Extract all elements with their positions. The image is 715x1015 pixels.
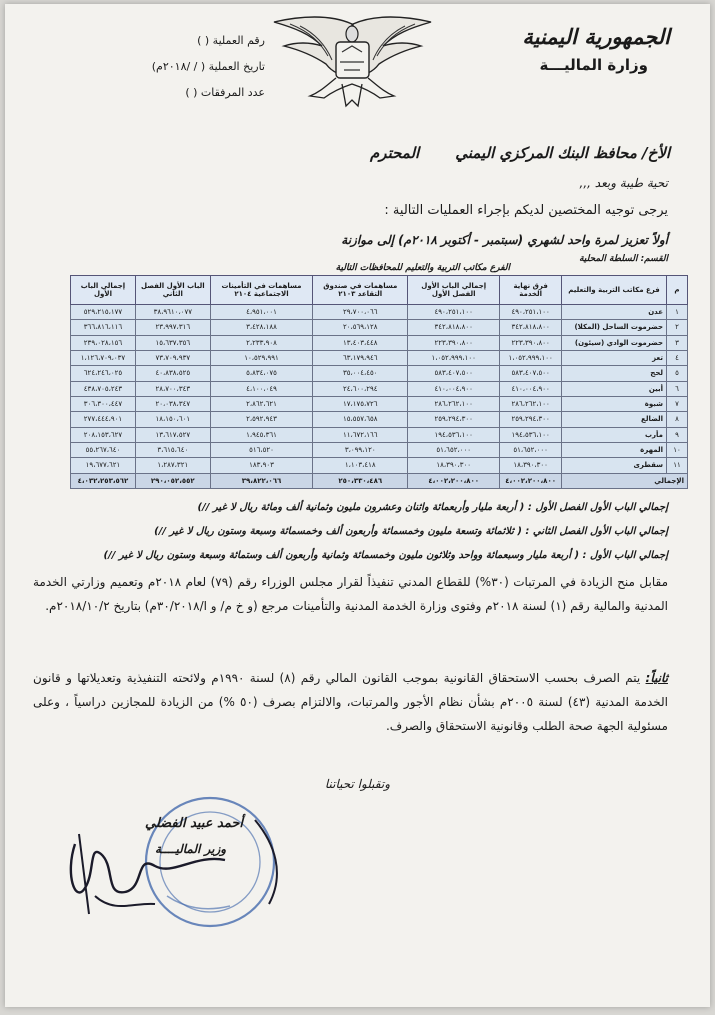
total-value: ٢٩٠،٠٥٢،٥٥٢ <box>135 473 210 488</box>
row-value: ٣٤٢،٨١٨،٨٠٠ <box>408 320 500 335</box>
row-value: ٢٧٧،٤٤٤،٩٠١ <box>71 412 136 427</box>
row-value: ٤٩٠،٢٥١،١٠٠ <box>408 305 500 320</box>
section-label: القسم: السلطة المحلية <box>579 254 668 264</box>
row-governorate: حضرموت الساحل (المكلا) <box>562 320 667 335</box>
row-value: ٢٣،٩٩٧،٣١٦ <box>135 320 210 335</box>
col-header: فرع مكاتب التربية والتعليم <box>562 276 667 305</box>
table-row <box>71 442 688 457</box>
row-value: ٥،٨٣٤،٠٧٥ <box>210 366 313 381</box>
row-governorate: الضالع <box>562 412 667 427</box>
col-header: مساهمات في التأمينات الاجتماعية ٢١٠٤ <box>210 276 313 305</box>
total-value: ٤،٠٠٢،٢٠٠،٨٠٠ <box>500 473 562 488</box>
document-page <box>5 4 710 1007</box>
row-value: ٤٠،٨٣٨،٥٢٥ <box>135 366 210 381</box>
row-value: ٢٨٦،٢٦٢،١٠٠ <box>500 396 562 411</box>
row-value: ٤٩٠،٢٥١،١٠٠ <box>500 305 562 320</box>
row-value: ٢٠،٠٣٨،٣٤٧ <box>135 396 210 411</box>
row-value: ١،١٠٣،٤١٨ <box>313 458 408 473</box>
total-value: ٤،٠٠٢،٢٠٠،٨٠٠ <box>408 473 500 488</box>
row-value: ١٣،٦١٧،٥٢٧ <box>135 427 210 442</box>
row-value: ٢٥٩،٢٩٤،٣٠٠ <box>500 412 562 427</box>
row-governorate: أبين <box>562 381 667 396</box>
paragraph-two-text: يتم الصرف بحسب الاستحقاق القانونية بموجب القانون المالي رقم (٨) لسنة ١٩٩٠م ولائحته التنفيذية وتعديلاتها و قانون الخدمة المدنية (٤٣) لسنة ٢٠٠٥م بشأن نظام الأجور والمرتبات، والالتزام بصرف (٥٠ %) من الزيادة للمجازين دراسياً ، وعلى مسئولية الجهة صحة الطلب وقانونية الاستحقاق والصرف. <box>33 671 668 733</box>
row-number: ٢ <box>667 320 688 335</box>
row-number: ٧ <box>667 396 688 411</box>
table-row <box>71 366 688 381</box>
total-value: ٤،٠٣٢،٢٥٣،٥٦٢ <box>71 473 136 488</box>
closing: وتقبلوا تحياتنا <box>324 777 390 791</box>
allocation-table <box>70 275 688 489</box>
row-value: ٤٣٨،٧٠٥،٢٤٣ <box>71 381 136 396</box>
second-label: ثانياً: <box>645 671 668 685</box>
row-value: ٤،١٠٠،٠٤٩ <box>210 381 313 396</box>
ref-date: تاريخ العملية ( / /٢٠١٨م) <box>151 60 265 73</box>
row-value: ٥٨٣،٤٠٧،٥٠٠ <box>500 366 562 381</box>
table-title: الفرع مكاتب التربية والتعليم للمحافظات التالية <box>335 263 510 273</box>
table-header-row <box>71 276 688 305</box>
row-value: ٥٥،٢٦٧،٦٤٠ <box>71 442 136 457</box>
row-value: ٢٨٦،٢٦٢،١٠٠ <box>408 396 500 411</box>
row-value: ٣٥،٠٠٤،٤٥٠ <box>313 366 408 381</box>
col-header: مساهمات في صندوق التقاعد ٢١٠٣ <box>313 276 408 305</box>
row-value: ٤١٠،٠٠٤،٩٠٠ <box>408 381 500 396</box>
row-value: ٣٨،٩٦١٠،٠٧٧ <box>135 305 210 320</box>
total-line: إجمالي الباب الأول : ( أربعة مليار وسبعمائة وواحد وثلاثون مليون وخمسمائة وثمانية وأربعون ألف وستمائة وسبعة وستون ريال لا غير //) <box>103 550 668 561</box>
addressee-honorific: المحترم <box>370 144 420 162</box>
row-number: ٣ <box>667 335 688 350</box>
row-value: ٢٩،٧٠٠،٠٦٦ <box>313 305 408 320</box>
row-value: ٣،٦١٥،٦٤٠ <box>135 442 210 457</box>
row-value: ٢،٨٦٢،٦٢١ <box>210 396 313 411</box>
row-governorate: مأرب <box>562 427 667 442</box>
row-value: ٥١٦،٥٢٠ <box>210 442 313 457</box>
signatory-title: وزير الماليــــة <box>155 842 227 856</box>
row-value: ١،٠٥٢،٩٩٩،١٠٠ <box>408 350 500 365</box>
republic-name: الجمهورية اليمنية <box>522 24 670 49</box>
row-value: ٦٣،١٧٩،٩٤٦ <box>313 350 408 365</box>
col-header: فرق نهاية الخدمة <box>500 276 562 305</box>
addressee-to: الأخ/ محافظ البنك المركزي اليمني <box>455 144 670 162</box>
row-value: ١٣،٤٠٣،٤٤٨ <box>313 335 408 350</box>
row-number: ٩ <box>667 427 688 442</box>
row-value: ٥٨٣،٤٠٧،٥٠٠ <box>408 366 500 381</box>
col-header: إجمالي الباب الأول الفصل الأول <box>408 276 500 305</box>
table-row <box>71 350 688 365</box>
col-header: م <box>667 276 688 305</box>
greeting: تحية طيبة وبعد ,,, <box>579 176 668 190</box>
row-governorate: عدن <box>562 305 667 320</box>
row-value: ٢٨،٧٠٠،٣٤٣ <box>135 381 210 396</box>
table-row <box>71 412 688 427</box>
row-value: ١٧،١٧٥،٧٢٦ <box>313 396 408 411</box>
table-row <box>71 305 688 320</box>
row-value: ١٨٣،٩٠٣ <box>210 458 313 473</box>
row-value: ١،٠٥٢،٩٩٩،١٠٠ <box>500 350 562 365</box>
row-number: ٤ <box>667 350 688 365</box>
row-governorate: تعز <box>562 350 667 365</box>
row-number: ١ <box>667 305 688 320</box>
letterhead-left <box>115 28 265 106</box>
row-value: ٢٤،٦٠٠،٢٩٤ <box>313 381 408 396</box>
row-value: ٣٠٦،٣٠٠،٤٤٧ <box>71 396 136 411</box>
row-value: ٢٠٨،١٥٣،٦٢٧ <box>71 427 136 442</box>
ref-number: رقم العملية ( ) <box>197 34 265 47</box>
signatory-name: أحمد عبيد الفضلي <box>145 816 244 831</box>
eagle-emblem-icon <box>270 12 435 112</box>
row-number: ١١ <box>667 458 688 473</box>
row-governorate: سقطرى <box>562 458 667 473</box>
row-value: ٤١٠،٠٠٤،٩٠٠ <box>500 381 562 396</box>
row-value: ١٨،٣٩٠،٣٠٠ <box>500 458 562 473</box>
row-value: ٥١،٦٥٢،٠٠٠ <box>500 442 562 457</box>
row-value: ٣،٠٩٩،١٢٠ <box>313 442 408 457</box>
row-value: ٤،٩٥١،٠٠١ <box>210 305 313 320</box>
table-row <box>71 381 688 396</box>
row-governorate: لحج <box>562 366 667 381</box>
row-value: ١،٩٤٥،٣٦١ <box>210 427 313 442</box>
row-value: ٧٣،٧٠٩،٩٣٧ <box>135 350 210 365</box>
row-value: ١١،٦٧٢،١٦٦ <box>313 427 408 442</box>
row-number: ١٠ <box>667 442 688 457</box>
total-value: ٢٥٠،٣٣٠،٤٨٦ <box>313 473 408 488</box>
row-governorate: المهرة <box>562 442 667 457</box>
row-number: ٦ <box>667 381 688 396</box>
ministry-name: وزارة الماليـــة <box>539 56 648 74</box>
paragraph-one: مقابل منح الزيادة في المرتبات (٣٠%) للقطاع المدني تنفيذاً لقرار مجلس الوزراء رقم (٧٩) لعام ٢٠١٨م وتعميم وزارتي الخدمة المدنية والمالية رقم (١) لسنة ٢٠١٨م وفتوى وزارة الخدمة المدنية والتأمينات مرجع (و خ م/ و ا/٣٠/٢٠١٨م) بتاريخ ٢٠١٨/١٠/٢م. <box>33 575 668 613</box>
row-value: ١٥،٦٣٧،٣٥٦ <box>135 335 210 350</box>
row-value: ١،٢٨٧،٣٢١ <box>135 458 210 473</box>
row-value: ٣٦٦،٨١٦،١١٦ <box>71 320 136 335</box>
table-row <box>71 427 688 442</box>
row-value: ٢،٢٣٣،٩٠٨ <box>210 335 313 350</box>
row-value: ١٨،٣٩٠،٣٠٠ <box>408 458 500 473</box>
paragraph-two <box>33 666 668 738</box>
col-header: الباب الأول الفصل الثاني <box>135 276 210 305</box>
letterhead-right <box>480 24 670 74</box>
addressee <box>50 144 670 162</box>
row-number: ٥ <box>667 366 688 381</box>
row-value: ٢٢٣،٣٩٠،٨٠٠ <box>500 335 562 350</box>
row-value: ٦٢٤،٢٤٦،٠٢٥ <box>71 366 136 381</box>
total-line: إجمالي الباب الأول الفصل الثاني : ( ثلاثمائة وتسعة مليون وخمسمائة وأربعون ألف وخمسمائة وسبعة وستون ريال لا غير //) <box>154 526 668 537</box>
attachments-count: عدد المرفقات ( ) <box>185 86 265 99</box>
total-label: الإجمالي <box>562 473 688 488</box>
row-value: ٣٤٢،٨١٨،٨٠٠ <box>500 320 562 335</box>
totals-text <box>28 496 668 568</box>
total-value: ٣٩،٨٢٢،٠٦٦ <box>210 473 313 488</box>
row-value: ٥٢٩،٢١٥،١٧٧ <box>71 305 136 320</box>
table-row <box>71 396 688 411</box>
request-line: يرجى توجيه المختصين لديكم بإجراء العمليات التالية : <box>384 203 668 218</box>
signature-stamp-icon <box>55 784 295 934</box>
row-value: ١٩٤،٥٣٦،١٠٠ <box>500 427 562 442</box>
row-value: ٢٥٩،٢٩٤،٣٠٠ <box>408 412 500 427</box>
table-row <box>71 320 688 335</box>
row-value: ١،١٢٦،٧٠٩،٠٣٧ <box>71 350 136 365</box>
table-row <box>71 335 688 350</box>
row-number: ٨ <box>667 412 688 427</box>
first-item: أولاً تعزيز لمرة واحد لشهري (سبتمبر - أكتوبر ٢٠١٨م) إلى موازنة <box>341 233 668 247</box>
table-total-row <box>71 473 688 488</box>
total-line: إجمالي الباب الأول الفصل الأول : ( أربعة مليار وأربعمائة واثنان وعشرون مليون وثمانية ألف ومائة ريال لا غير //) <box>197 502 668 513</box>
row-value: ١٠،٥٢٩،٩٩١ <box>210 350 313 365</box>
row-governorate: شبوة <box>562 396 667 411</box>
row-value: ٢،٥٩٢،٩٤٣ <box>210 412 313 427</box>
row-value: ٢٣٩،٠٢٨،١٥٦ <box>71 335 136 350</box>
col-header: إجمالي الباب الأول <box>71 276 136 305</box>
row-value: ١٩،٦٧٧،٦٢١ <box>71 458 136 473</box>
row-value: ١٩٤،٥٣٦،١٠٠ <box>408 427 500 442</box>
row-value: ٥١،٦٥٢،٠٠٠ <box>408 442 500 457</box>
row-governorate: حضرموت الوادي (سيئون) <box>562 335 667 350</box>
row-value: ٢٢٣،٣٩٠،٨٠٠ <box>408 335 500 350</box>
row-value: ٢٠،٥٦٩،١٢٨ <box>313 320 408 335</box>
table-row <box>71 458 688 473</box>
row-value: ٣،٤٢٨،١٨٨ <box>210 320 313 335</box>
row-value: ١٥،٥٥٧،٦٥٨ <box>313 412 408 427</box>
row-value: ١٨،١٥٠،٦٠١ <box>135 412 210 427</box>
